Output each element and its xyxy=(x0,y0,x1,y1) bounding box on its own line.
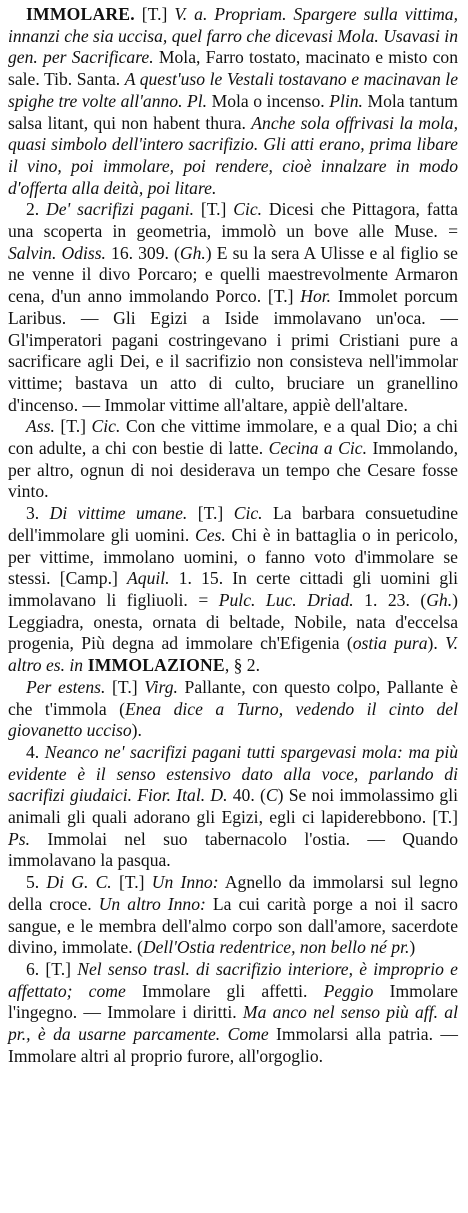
entry-paragraph xyxy=(8,503,458,677)
entry-paragraph xyxy=(8,677,458,742)
dictionary-entry-immolare xyxy=(8,4,458,1067)
text-run: Con che vittime immolare, e a qual Dio; a chi con adulte, a chi con bestie di latte. xyxy=(8,416,458,459)
italic-text-run: Ces. xyxy=(195,524,226,545)
text-run: 16. 309. ( xyxy=(105,242,180,263)
italic-text-run: Dell'Ostia redentrice, non bello né pr. xyxy=(142,937,410,958)
entry-paragraph xyxy=(8,199,458,416)
italic-text-run: De' sacrifizi pagani. xyxy=(46,199,194,220)
italic-text-run: Hor. xyxy=(300,286,332,307)
italic-text-run: Peggio xyxy=(323,980,374,1001)
italic-text-run: Un altro Inno: xyxy=(98,893,206,914)
entry-paragraph xyxy=(8,742,458,872)
italic-text-run: ostia pura xyxy=(352,633,428,654)
text-run: Immolarsi alla patria. — Immolare altri al proprio furore, all'orgoglio. xyxy=(8,1024,458,1066)
text-run: 6. [T.] xyxy=(26,958,78,979)
entry-paragraph xyxy=(8,4,458,199)
italic-text-run: Ass. xyxy=(26,416,55,437)
entry-paragraph xyxy=(8,416,458,503)
italic-text-run: Salvin. Odiss. xyxy=(8,242,106,263)
text-run: [T.] xyxy=(111,872,152,893)
italic-text-run: Anche sola offrivasi la mola, quasi simbolo dell'intero sacrifizio. Gli atti erano, prima libare il vino, poi immolare, poi rendere, cioè innalzare in modo d'offerta alla deità, poi litare. xyxy=(8,112,458,198)
italic-text-run: Enea dice a Turno, vedendo il cinto del giovanetto ucciso xyxy=(8,698,458,741)
italic-text-run: Nel senso trasl. di sacrifizio interiore, è improprio e affettato; come xyxy=(8,958,458,1001)
italic-text-run: Ma anco nel senso più aff. al pr., è da usarne parcamente. Come xyxy=(8,1002,458,1045)
text-run: 5. xyxy=(26,872,47,893)
italic-text-run: Virg. xyxy=(144,676,178,697)
italic-text-run: V. altro es. in xyxy=(8,633,459,676)
text-run: Immolare l'ingegno. — Immolare i diritti. xyxy=(8,980,458,1023)
text-run: Agnello da immolarsi sul legno della croce. xyxy=(8,872,458,914)
headword: IMMOLARE. xyxy=(26,4,135,24)
italic-text-run: Cic. xyxy=(91,416,121,437)
text-run: Immolai nel suo tabernacolo l'ostia. — Quando immolavano la pasqua. xyxy=(8,828,458,871)
text-run: La cui carità porge a noi il sacro sangue, e le membra dell'almo corpo son dall'amore, sacerdote divino, immolate. ( xyxy=(8,893,458,958)
text-run: Mola o incenso. xyxy=(207,90,330,111)
text-run: Immolando, per altro, ognun di noi desiderava un tempo che Cesare fosse vinto. xyxy=(8,438,458,502)
text-run: ) E su la sera A Ulisse e al figlio se ne venne il divo Porcaro; e quelli maestrevolmente Armaron cena, d'un anno immolando Porco. [T.] xyxy=(8,242,458,307)
text-run: 3. xyxy=(26,503,50,524)
italic-text-run: Un Inno: xyxy=(151,872,219,893)
text-run: Dicesi che Pittagora, fatta una scoperta in geometria, immolò un bove alle Muse. = xyxy=(8,199,458,242)
text-run: ) Se noi immolassimo gli animali gli quali adorano gli Egizi, egli ci lapiderebbono. [T.] xyxy=(8,785,459,828)
text-run: La barbara consuetudine dell'immolare gli uomini. xyxy=(8,503,459,545)
text-run: [T.] xyxy=(54,416,92,437)
italic-text-run: Gh. xyxy=(426,589,453,610)
text-run: 40. ( xyxy=(227,785,266,806)
italic-text-run: Di G. C. xyxy=(46,872,112,893)
text-run: 1. 23. ( xyxy=(353,589,427,610)
entry-paragraph xyxy=(8,872,458,959)
italic-text-run: Aquil. xyxy=(127,568,170,589)
text-run: [T.] xyxy=(141,4,175,24)
text-run: [T.] xyxy=(193,199,234,220)
text-run: Immolare gli affetti. xyxy=(125,980,324,1001)
italic-text-run: Cic. xyxy=(233,503,263,524)
text-run: 1. 15. In certe cittadi gli uomini gli immolavano li figliuoli. = xyxy=(8,568,459,610)
text-run: Mola, Farro tostato, macinato e misto con sale. Tib. Santa. xyxy=(8,47,458,90)
text-run: ) Leggiadra, onesta, ornata di beltade, Nobile, nata d'eccelsa progenia, Più degna ad immolare ch'Efigenia ( xyxy=(8,589,458,654)
italic-text-run: C xyxy=(265,785,278,806)
italic-text-run: Gh. xyxy=(179,242,206,263)
text-run: Mola tantum salsa litant, qui non habent thura. xyxy=(8,90,458,133)
text-run: Immolet porcum Laribus. — Gli Egizi a Iside immolavano un'oca. — Gl'imperatori pagani costringevano i primi Cristiani pure a sacrificare agli Dei, e il sacrifizio non consisteva nell'immolar vittime; bastava un atto di culto, bruciare un granellino d'incenso. — Immolar vittime all'altare, appiè dell'altare. xyxy=(8,286,458,415)
italic-text-run: Ps. xyxy=(8,828,30,849)
text-run: [T.] xyxy=(105,676,145,697)
italic-text-run: Neanco ne' sacrifizi pagani tutti spargevasi mola: ma più evidente è il senso estensivo dato alla voce, parlando di sacrifizi giudaici. Fior. Ital. D. xyxy=(8,741,459,806)
text-run: 2. xyxy=(26,199,47,220)
small-caps-text-run: IMMOLAZIONE xyxy=(83,655,225,676)
italic-text-run: Cic. xyxy=(233,199,263,220)
italic-text-run: Di vittime umane. xyxy=(49,503,188,524)
entry-paragraph xyxy=(8,959,458,1068)
italic-text-run: Plin. xyxy=(329,90,363,111)
text-run: ). xyxy=(427,633,446,654)
italic-text-run: V. a. Propriam. Spargere sulla vittima, innanzi che sia uccisa, quel farro che dicevasi Mola. Usavasi in gen. per Sacrificare. xyxy=(8,4,458,68)
text-run: , § 2. xyxy=(224,655,260,676)
text-run: ). xyxy=(131,720,142,741)
text-run: Pallante, con questo colpo, Pallante è che t'immola ( xyxy=(8,676,458,719)
text-run: Chi è in battaglia o in pericolo, per vittime, immolano uomini, o fanno voto d'immolare se stessi. [Camp.] xyxy=(8,524,458,589)
italic-text-run: A quest'uso le Vestali tostavano e macinavan le spighe tre volte all'anno. Pl. xyxy=(8,69,458,111)
text-run: 4. xyxy=(26,741,45,762)
italic-text-run: Pulc. Luc. Driad. xyxy=(218,589,354,610)
text-run: [T.] xyxy=(187,503,234,524)
text-run: ) xyxy=(409,937,416,958)
italic-text-run: Cecina a Cic. xyxy=(268,438,367,459)
italic-text-run: Per estens. xyxy=(26,676,106,697)
